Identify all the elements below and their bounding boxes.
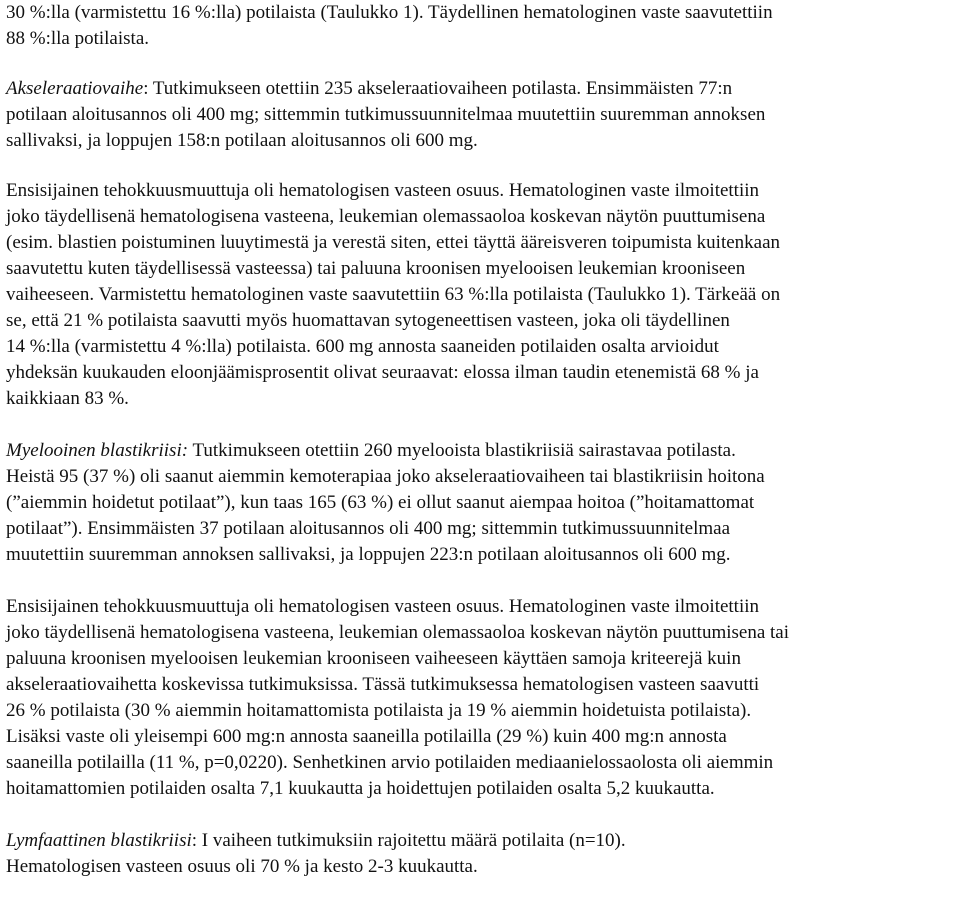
text-line: Ensisijainen tehokkuusmuuttuja oli hematologisen vasteen osuus. Hematologinen vaste ilmoitettiin bbox=[6, 180, 760, 201]
text-line: hoitamattomien potilaiden osalta 7,1 kuukautta ja hoidettujen potilaiden osalta 5,2 kuukautta. bbox=[6, 778, 715, 799]
section-label-accelerated-phase: Akseleraatiovaihe bbox=[6, 78, 144, 99]
text-line bbox=[6, 76, 960, 102]
text-line: se, että 21 % potilaista saavutti myös huomattavan sytogeneettisen vasteen, joka oli täydellinen bbox=[6, 310, 730, 331]
text-line: saaneilla potilailla (11 %, p=0,0220). Senhetkinen arvio potilaiden mediaanielossaolosta oli aiemmin bbox=[6, 752, 774, 773]
text-line: Hematologisen vasteen osuus oli 70 % ja kesto 2-3 kuukautta. bbox=[6, 856, 478, 877]
text-line: akseleraatiovaihetta koskevissa tutkimuksissa. Tässä tutkimuksessa hematologisen vasteen saavutti bbox=[6, 674, 760, 695]
text-line: sallivaksi, ja loppujen 158:n potilaan aloitusannos oli 600 mg. bbox=[6, 130, 478, 151]
section-label-lymphoid-blast-crisis: Lymfaattinen blastikriisi bbox=[6, 830, 192, 851]
text-line: 14 %:lla (varmistettu 4 %:lla) potilaista. 600 mg annosta saaneiden potilaiden osalta arvioidut bbox=[6, 336, 719, 357]
paragraph-lymphoid-blast-crisis bbox=[6, 828, 960, 880]
text-line bbox=[6, 828, 960, 854]
text-fragment: Tutkimukseen otettiin 260 myelooista blastikriisiä sairastavaa potilasta. bbox=[188, 440, 736, 461]
text-line: Lisäksi vaste oli yleisempi 600 mg:n annosta saaneilla potilailla (29 %) kuin 400 mg:n annosta bbox=[6, 726, 727, 747]
paragraph-myeloid-blast-crisis bbox=[6, 438, 960, 568]
text-line: joko täydellisenä hematologisena vasteena, leukemian olemassaoloa koskevan näytön puuttumisena tai bbox=[6, 622, 789, 643]
text-line: yhdeksän kuukauden eloonjäämisprosentit olivat seuraavat: elossa ilman taudin etenemistä 68 % ja bbox=[6, 362, 759, 383]
text-line: 26 % potilaista (30 % aiemmin hoitamattomista potilaista ja 19 % aiemmin hoidetuista potilaista). bbox=[6, 700, 752, 721]
text-line: 88 %:lla potilaista. bbox=[6, 28, 150, 49]
text-line: Ensisijainen tehokkuusmuuttuja oli hematologisen vasteen osuus. Hematologinen vaste ilmoitettiin bbox=[6, 596, 760, 617]
section-label-myeloid-blast-crisis: Myelooinen blastikriisi: bbox=[6, 440, 189, 461]
paragraph-intro-continuation bbox=[6, 0, 960, 52]
paragraph-efficacy-accelerated bbox=[6, 178, 960, 412]
text-line: saavutettu kuten täydellisessä vasteessa) tai paluuna kroonisen myelooisen leukemian krooniseen bbox=[6, 258, 746, 279]
text-line: kaikkiaan 83 %. bbox=[6, 388, 129, 409]
text-line: (”aiemmin hoidetut potilaat”), kun taas 165 (63 %) ei ollut saanut aiempaa hoitoa (”hoitamattomat bbox=[6, 492, 755, 513]
text-line: vaiheeseen. Varmistettu hematologinen vaste saavutettiin 63 %:lla potilaista (Taulukko 1). Tärkeää on bbox=[6, 284, 781, 305]
text-line bbox=[6, 438, 960, 464]
paragraph-efficacy-blast-crisis bbox=[6, 594, 960, 802]
text-line: 30 %:lla (varmistettu 16 %:lla) potilaista (Taulukko 1). Täydellinen hematologinen vaste saavutettiin bbox=[6, 2, 773, 23]
text-line: joko täydellisenä hematologisena vasteena, leukemian olemassaoloa koskevan näytön puuttumisena bbox=[6, 206, 766, 227]
text-line: muutettiin suuremman annoksen sallivaksi, ja loppujen 223:n potilaan aloitusannos oli 600 mg. bbox=[6, 544, 731, 565]
text-fragment: : Tutkimukseen otettiin 235 akseleraatiovaiheen potilasta. Ensimmäisten 77:n bbox=[143, 78, 733, 99]
text-line: potilaat”). Ensimmäisten 37 potilaan aloitusannos oli 400 mg; sittemmin tutkimussuunnitelmaa bbox=[6, 518, 731, 539]
text-line: Heistä 95 (37 %) oli saanut aiemmin kemoterapiaa joko akseleraatiovaiheen tai blastikriisin hoitona bbox=[6, 466, 765, 487]
text-line: paluuna kroonisen myelooisen leukemian krooniseen vaiheeseen käyttäen samoja kriteerejä kuin bbox=[6, 648, 741, 669]
text-fragment: : I vaiheen tutkimuksiin rajoitettu määrä potilaita (n=10). bbox=[191, 830, 626, 851]
text-line: (esim. blastien poistuminen luuytimestä ja verestä siten, ettei täyttä ääreisveren toipumista kuitenkaan bbox=[6, 232, 781, 253]
text-line: potilaan aloitusannos oli 400 mg; sittemmin tutkimussuunnitelmaa muutettiin suuremman annoksen bbox=[6, 104, 766, 125]
paragraph-accelerated-phase bbox=[6, 76, 960, 154]
